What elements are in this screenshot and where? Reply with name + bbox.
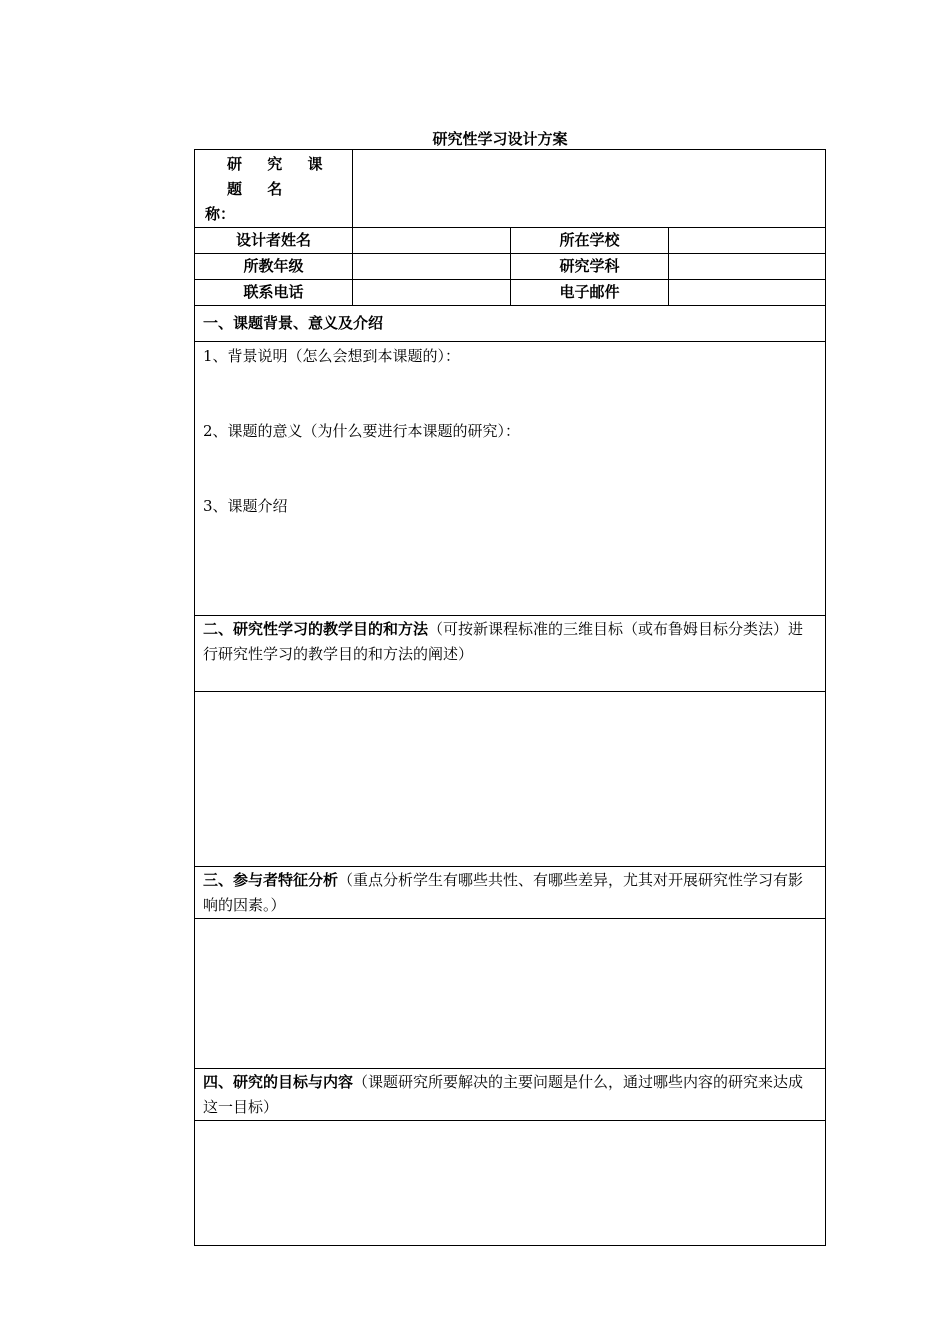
email-value-cell[interactable] [669, 280, 826, 306]
section1-body[interactable] [195, 342, 826, 616]
section4-body[interactable] [195, 1121, 826, 1246]
grade-label: 所教年级 [195, 254, 353, 280]
section1-item-introduction: 3、课题介绍 [203, 497, 288, 515]
section2-body-row [195, 692, 826, 867]
section4-heading: 四、研究的目标与内容 [203, 1073, 354, 1091]
section3-heading-cell [195, 867, 826, 919]
section3-heading: 三、参与者特征分析 [203, 871, 339, 889]
school-label: 所在学校 [511, 228, 669, 254]
document-title: 研究性学习设计方案 [432, 130, 568, 148]
section2-heading: 二、研究性学习的教学目的和方法 [203, 620, 429, 638]
section4-body-row [195, 1121, 826, 1246]
grade-row [195, 254, 826, 280]
topic-value-cell[interactable] [353, 150, 826, 228]
topic-row [195, 150, 826, 228]
section4-note: （课题研究所要解决的主要问题是什么，通过哪些内容的研究来达成这一目标） [203, 1073, 804, 1116]
section4-heading-cell [195, 1069, 826, 1121]
section2-heading-cell [195, 616, 826, 692]
email-label: 电子邮件 [511, 280, 669, 306]
section1-item-background: 1、背景说明（怎么会想到本课题的）： [203, 347, 461, 365]
phone-value-cell[interactable] [353, 280, 511, 306]
section1-heading-row [195, 306, 826, 342]
section3-heading-row [195, 867, 826, 919]
section4-heading-row [195, 1069, 826, 1121]
grade-value-cell[interactable] [353, 254, 511, 280]
section2-heading-row [195, 616, 826, 692]
phone-label: 联系电话 [195, 280, 353, 306]
section1-heading: 一、课题背景、意义及介绍 [195, 306, 826, 342]
designer-row [195, 228, 826, 254]
topic-label-line2: 称： [205, 205, 236, 223]
section1-item-significance: 2、课题的意义（为什么要进行本课题的研究）： [203, 422, 521, 440]
section2-note: （可按新课程标准的三维目标（或布鲁姆目标分类法）进行研究性学习的教学目的和方法的阐述） [203, 620, 804, 663]
school-value-cell[interactable] [669, 228, 826, 254]
section3-body[interactable] [195, 919, 826, 1069]
subject-label: 研究学科 [511, 254, 669, 280]
designer-label: 设计者姓名 [195, 228, 353, 254]
topic-label-line1: 研 究 课 题 名 [227, 155, 333, 198]
topic-label-cell [195, 150, 353, 228]
section2-body[interactable] [195, 692, 826, 867]
designer-value-cell[interactable] [353, 228, 511, 254]
contact-row [195, 280, 826, 306]
subject-value-cell[interactable] [669, 254, 826, 280]
design-plan-form [194, 149, 826, 1246]
section1-body-row [195, 342, 826, 616]
section3-note: （重点分析学生有哪些共性、有哪些差异，尤其对开展研究性学习有影响的因素。） [203, 871, 804, 914]
section3-body-row [195, 919, 826, 1069]
